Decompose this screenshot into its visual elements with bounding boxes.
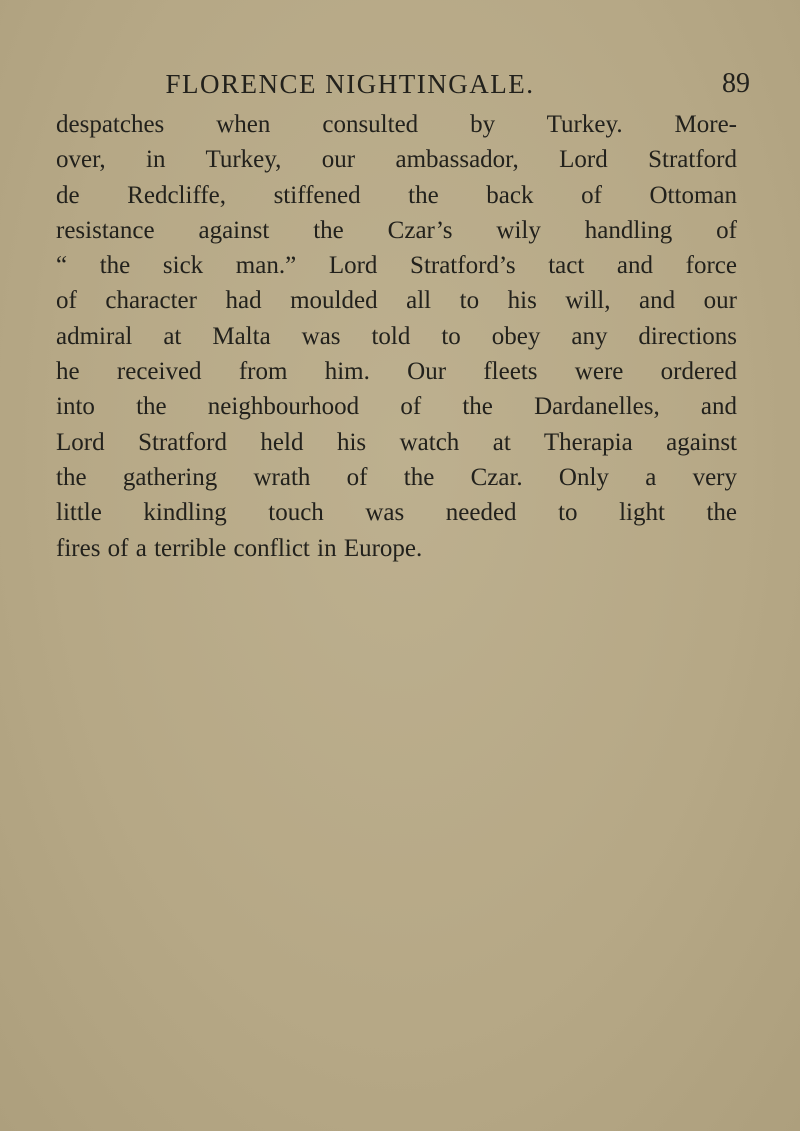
text-line: the gathering wrath of the Czar. Only a very <box>56 463 737 491</box>
text-line: de Redcliffe, stiffened the back of Ottoman <box>56 181 737 209</box>
page-number: 89 <box>722 68 750 99</box>
text-line: little kindling touch was needed to light the <box>56 499 737 527</box>
text-line: he received from him. Our fleets were ordered <box>56 358 737 386</box>
text-line: Lord Stratford held his watch at Therapia against <box>56 428 737 456</box>
text-line: of character had moulded all to his will, and our <box>56 287 737 315</box>
text-line: despatches when consulted by Turkey. More- <box>56 111 737 138</box>
text-line: into the neighbourhood of the Dardanelles, and <box>56 393 737 421</box>
text-line: “ the sick man.” Lord Stratford’s tact and force <box>56 252 737 280</box>
body-paragraph <box>56 107 737 566</box>
text-line: fires of a terrible conflict in Europe. <box>56 534 423 562</box>
text-line: admiral at Malta was told to obey any directions <box>56 322 737 350</box>
text-line: resistance against the Czar’s wily handling of <box>56 216 737 244</box>
text-line: over, in Turkey, our ambassador, Lord Stratford <box>56 146 737 174</box>
running-head <box>70 66 750 106</box>
running-title: FLORENCE NIGHTINGALE. <box>165 69 535 99</box>
